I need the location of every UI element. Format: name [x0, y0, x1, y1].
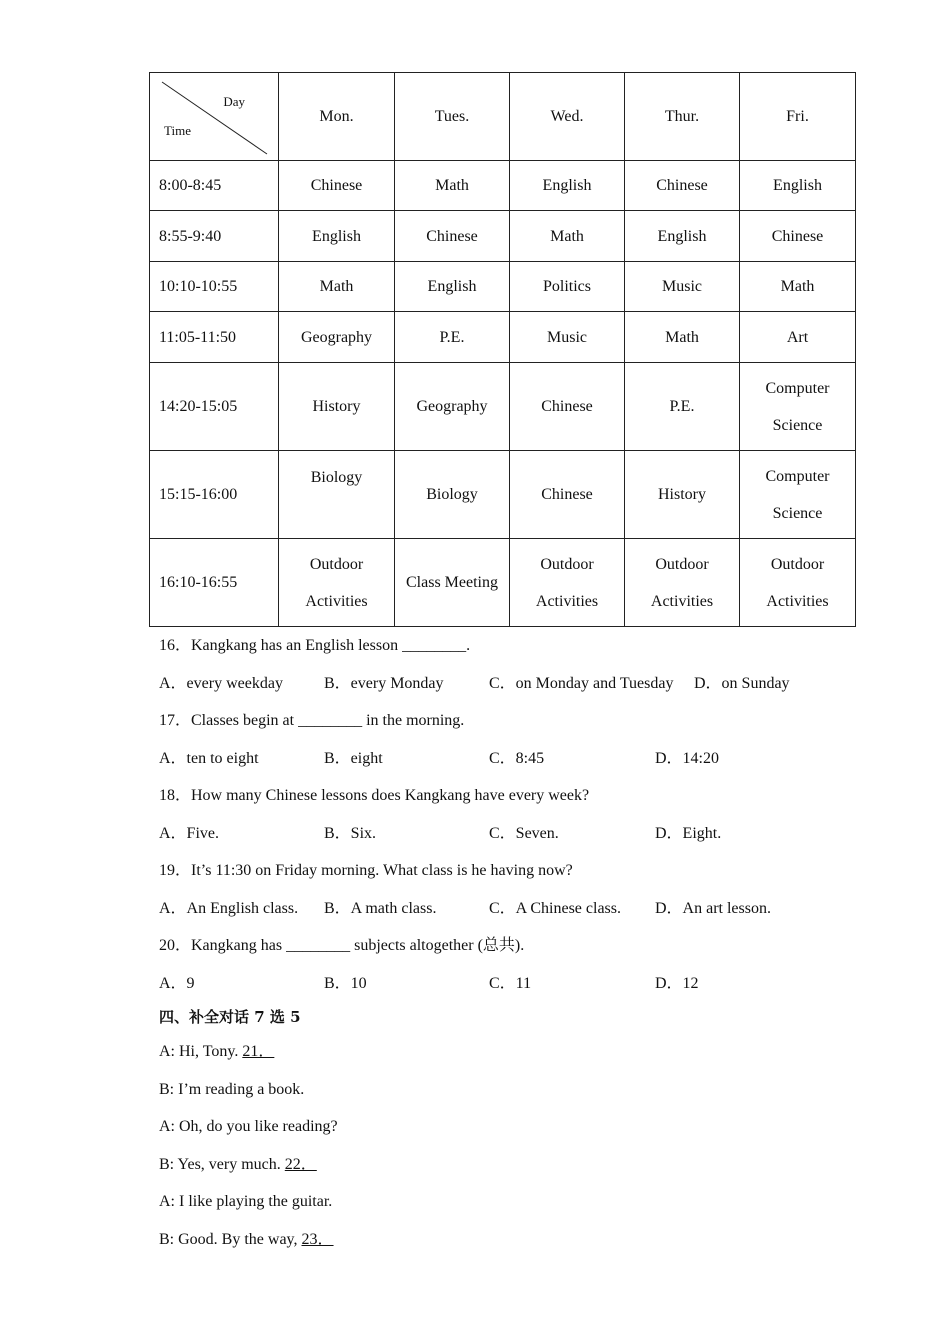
day-header: Thur.: [625, 73, 740, 161]
day-header: Tues.: [395, 73, 510, 161]
time-slot: 16:10-16:55: [150, 539, 279, 627]
lesson-cell: Music: [510, 312, 625, 363]
question-stem: 18．How many Chinese lessons does Kangkang have every week?: [159, 787, 590, 804]
day-header: Fri.: [740, 73, 856, 161]
dialogue-line: [159, 1146, 849, 1184]
option-d: D．Eight.: [655, 824, 722, 842]
time-slot: 14:20-15:05: [150, 363, 279, 451]
option-a: A．every weekday: [159, 674, 283, 692]
section-heading: 四、补全对话 7 选 5: [159, 1008, 301, 1026]
lesson-cell: Computer Science: [740, 451, 856, 539]
question-stem: 16．Kangkang has an English lesson ________.: [159, 637, 471, 654]
option-c: C．Seven.: [489, 824, 559, 842]
option-row: [159, 815, 849, 853]
dialogue-line: [159, 1183, 849, 1221]
option-d: D．An art lesson.: [655, 899, 771, 917]
lesson-cell: History: [279, 363, 395, 451]
dialogue-line: [159, 1033, 849, 1071]
option-b: B．A math class.: [324, 899, 437, 917]
lesson-cell: Outdoor Activities: [740, 539, 856, 627]
lesson-cell: Class Meeting: [395, 539, 510, 627]
lesson-cell: Biology: [279, 451, 395, 539]
time-slot: 15:15-16:00: [150, 451, 279, 539]
dialogue-text: B: Yes, very much.: [159, 1155, 285, 1173]
lesson-cell: P.E.: [395, 312, 510, 363]
option-b: B．eight: [324, 749, 383, 767]
option-row: [159, 890, 849, 928]
lesson-cell: Politics: [510, 262, 625, 312]
table-row: [150, 262, 856, 312]
timetable: [149, 72, 856, 627]
answer-blank: 22．: [284, 1155, 317, 1173]
lesson-cell: English: [625, 211, 740, 262]
lesson-cell: Chinese: [279, 161, 395, 211]
option-d: D．12: [655, 974, 699, 992]
lesson-cell: Outdoor Activities: [625, 539, 740, 627]
lesson-cell: Chinese: [510, 451, 625, 539]
time-slot: 10:10-10:55: [150, 262, 279, 312]
dialogue-line: [159, 1071, 849, 1109]
option-c: C．8:45: [489, 749, 545, 767]
lesson-cell: Math: [279, 262, 395, 312]
dialogue-text: A: Hi, Tony.: [159, 1043, 243, 1060]
option-row: [159, 665, 849, 703]
answer-blank: 23．: [301, 1230, 334, 1248]
time-slot: 8:55-9:40: [150, 211, 279, 262]
lesson-cell: Chinese: [395, 211, 510, 262]
lesson-cell: Math: [625, 312, 740, 363]
lesson-cell: Art: [740, 312, 856, 363]
diagonal-line: [150, 74, 279, 162]
dialogue-text: B: Good. By the way,: [159, 1230, 302, 1248]
dialogue-text: B: I’m reading a book.: [159, 1080, 305, 1098]
day-header: Mon.: [279, 73, 395, 161]
option-row: [159, 740, 849, 778]
day-header: Wed.: [510, 73, 625, 161]
lesson-cell: Math: [510, 211, 625, 262]
lesson-cell: History: [625, 451, 740, 539]
lesson-cell: English: [279, 211, 395, 262]
option-d: D．14:20: [655, 749, 720, 767]
table-row: [150, 161, 856, 211]
corner-cell: [150, 73, 279, 161]
lesson-cell: Math: [740, 262, 856, 312]
table-row: [150, 363, 856, 451]
lesson-cell: Chinese: [740, 211, 856, 262]
option-c: C．on Monday and Tuesday: [489, 674, 674, 692]
lesson-cell: Geography: [395, 363, 510, 451]
lesson-cell: Outdoor Activities: [510, 539, 625, 627]
option-c: C．11: [489, 974, 532, 992]
corner-time-label: Time: [164, 122, 191, 138]
corner-day-label: Day: [223, 93, 245, 109]
lesson-cell: Computer Science: [740, 363, 856, 451]
dialogue-line: [159, 1108, 849, 1146]
lesson-cell: Chinese: [625, 161, 740, 211]
lesson-cell: English: [740, 161, 856, 211]
dialogue-text: A: Oh, do you like reading?: [159, 1118, 338, 1135]
dialogue-text: A: I like playing the guitar.: [159, 1193, 333, 1210]
lesson-cell: Music: [625, 262, 740, 312]
option-b: B．every Monday: [324, 674, 444, 692]
answer-blank: 21．: [242, 1043, 275, 1060]
option-a: A．9: [159, 974, 195, 992]
option-a: A．Five.: [159, 824, 220, 842]
option-b: B．Six.: [324, 824, 377, 842]
time-slot: 8:00-8:45: [150, 161, 279, 211]
option-d: D．on Sunday: [694, 674, 790, 692]
lesson-cell: English: [510, 161, 625, 211]
table-row: [150, 451, 856, 539]
lesson-cell: Outdoor Activities: [279, 539, 395, 627]
lesson-cell: Geography: [279, 312, 395, 363]
lesson-cell: Math: [395, 161, 510, 211]
question-area: [159, 627, 849, 1258]
lesson-cell: P.E.: [625, 363, 740, 451]
table-header-row: [150, 73, 856, 161]
lesson-cell: English: [395, 262, 510, 312]
option-row: [159, 965, 849, 1003]
option-b: B．10: [324, 974, 367, 992]
table-row: [150, 211, 856, 262]
option-a: A．ten to eight: [159, 749, 259, 767]
lesson-cell: Biology: [395, 451, 510, 539]
question-stem: 20．Kangkang has ________ subjects altogether (总共).: [159, 937, 525, 954]
question-stem: 17．Classes begin at ________ in the morning.: [159, 712, 465, 729]
lesson-cell: Chinese: [510, 363, 625, 451]
dialogue-line: [159, 1221, 849, 1259]
option-a: A．An English class.: [159, 899, 299, 917]
table-row: [150, 539, 856, 627]
table-row: [150, 312, 856, 363]
question-stem: 19．It’s 11:30 on Friday morning. What class is he having now?: [159, 862, 573, 879]
time-slot: 11:05-11:50: [150, 312, 279, 363]
option-c: C．A Chinese class.: [489, 899, 621, 917]
